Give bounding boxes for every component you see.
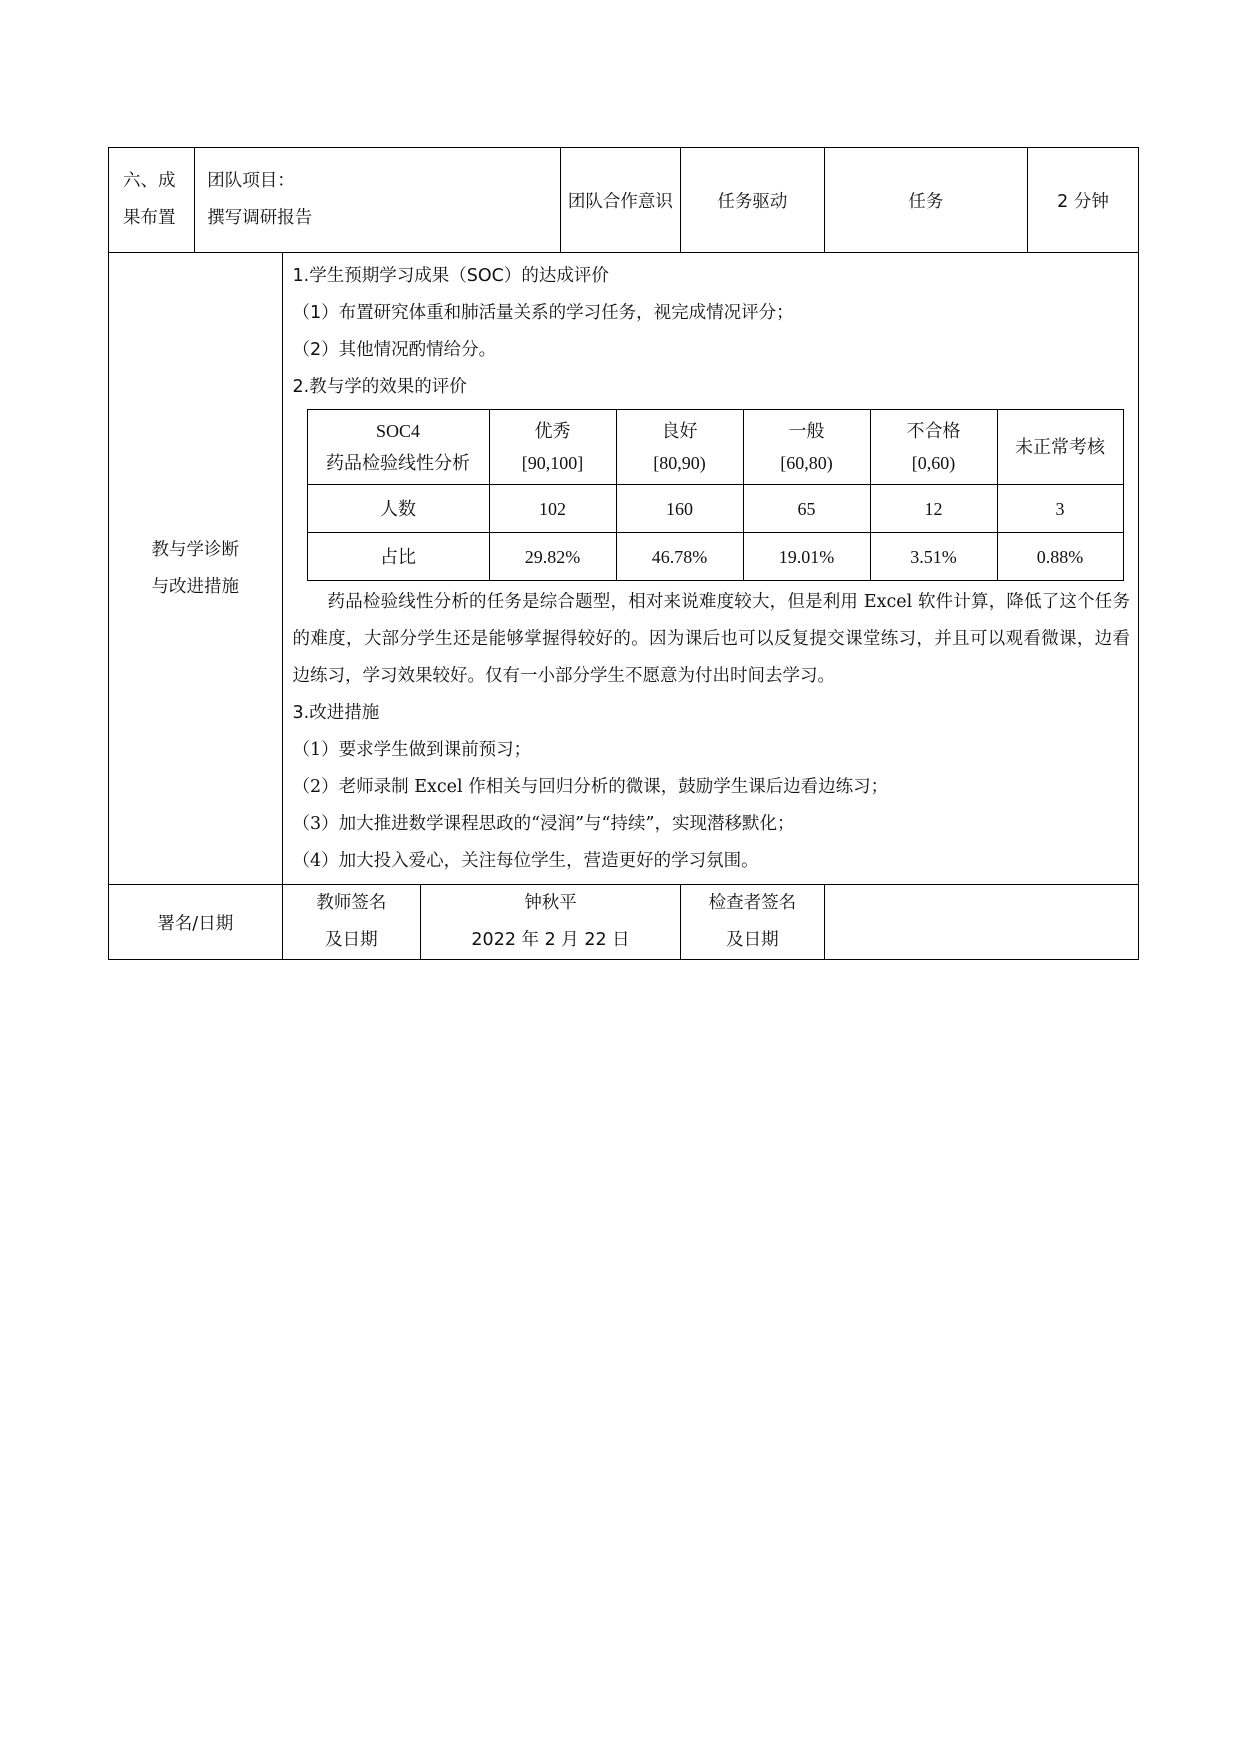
soc-header-absent	[997, 410, 1123, 485]
teacher-signature-label-line2: 及日期	[325, 930, 378, 950]
soc-header-good-label: 良好	[661, 421, 698, 441]
soc-count-absent: 3	[997, 485, 1123, 533]
diagnosis-body-cell	[282, 253, 1138, 885]
teacher-signature-label-line1: 教师签名	[316, 893, 387, 913]
lesson-plan-table	[108, 147, 1139, 960]
literacy-cell: 团队合作意识	[560, 148, 680, 253]
soc-count-average: 65	[743, 485, 870, 533]
soc-results-table	[307, 409, 1124, 581]
diagnosis-label-line1: 教与学诊断	[151, 539, 240, 560]
project-label-line2: 撰写调研报告	[207, 208, 313, 228]
diagnosis-label-line2: 与改进措施	[151, 576, 240, 597]
improvement-item-2: （2）老师录制 Excel 作相关与回归分析的微课，鼓励学生课后边看边练习；	[292, 777, 889, 797]
soc-header-first-line1: SOC4	[376, 421, 421, 441]
soc-ratio-absent: 0.88%	[997, 533, 1123, 581]
soc-header-first	[307, 410, 489, 485]
soc-header-excellent-label: 优秀	[534, 421, 571, 441]
improvement-item-1: （1）要求学生做到课前预习；	[292, 740, 532, 760]
soc-header-average	[743, 410, 870, 485]
signature-row	[109, 885, 1139, 960]
section-label-cell	[109, 148, 195, 253]
soc-header-average-range: [60,80)	[780, 453, 833, 473]
soc-header-first-line2: 药品检验线性分析	[326, 453, 471, 473]
teacher-name: 钟秋平	[524, 893, 577, 913]
soc-header-fail	[870, 410, 997, 485]
project-cell	[195, 148, 561, 253]
soc-header-excellent	[489, 410, 616, 485]
heading-effect-evaluation: 2.教与学的效果的评价	[292, 377, 467, 397]
heading-soc-evaluation: 1.学生预期学习成果（SOC）的达成评价	[292, 266, 609, 286]
heading-improvement: 3.改进措施	[292, 703, 380, 723]
method-cell: 任务驱动	[680, 148, 824, 253]
section-label-line2: 果布置	[123, 208, 176, 228]
teacher-signature-value-cell	[421, 885, 681, 960]
soc-count-label: 人数	[307, 485, 489, 533]
soc-header-good-range: [80,90)	[653, 453, 706, 473]
soc-ratio-good: 46.78%	[616, 533, 743, 581]
soc-ratio-label: 占比	[307, 533, 489, 581]
improvement-item-4: （4）加大投入爱心，关注每位学生，营造更好的学习氛围。	[292, 851, 759, 871]
checker-signature-value-cell	[824, 885, 1138, 960]
soc-ratio-average: 19.01%	[743, 533, 870, 581]
soc-header-excellent-range: [90,100]	[521, 453, 584, 473]
checker-signature-label-line1: 检查者签名	[708, 893, 797, 913]
checker-signature-label-cell	[680, 885, 824, 960]
soc-header-good	[616, 410, 743, 485]
soc-ratio-excellent: 29.82%	[489, 533, 616, 581]
soc-ratio-row	[307, 533, 1123, 581]
soc-header-fail-range: [0,60)	[911, 453, 956, 473]
teacher-sign-date: 2022 年 2 月 22 日	[471, 930, 630, 950]
soc-count-excellent: 102	[489, 485, 616, 533]
soc-count-good: 160	[616, 485, 743, 533]
improvement-item-3: （3）加大推进数学课程思政的“浸润”与“持续”，实现潜移默化；	[292, 814, 795, 834]
signature-label-cell: 署名/日期	[109, 885, 283, 960]
soc-header-average-label: 一般	[788, 421, 825, 441]
diagnosis-label-cell	[109, 253, 283, 885]
soc-header-fail-label: 不合格	[906, 421, 961, 441]
soc-ratio-fail: 3.51%	[870, 533, 997, 581]
soc-count-fail: 12	[870, 485, 997, 533]
effect-analysis-paragraph: 药品检验线性分析的任务是综合题型，相对来说难度较大，但是利用 Excel 软件计算，降低了这个任务的难度，大部分学生还是能够掌握得较好的。因为课后也可以反复提交课堂练习，并且可以观看微课，边看边练习，学习效果较好。仅有一小部分学生不愿意为付出时间去学习。	[292, 592, 1130, 686]
lesson-plan-sheet	[108, 147, 1139, 960]
soc-item-2: （2）其他情况酌情给分。	[292, 340, 497, 360]
project-label-line1: 团队项目：	[207, 171, 295, 191]
soc-header-row	[307, 410, 1123, 485]
form-cell: 任务	[824, 148, 1027, 253]
diagnosis-row	[109, 253, 1139, 885]
duration-cell: 2 分钟	[1028, 148, 1139, 253]
section-label-line1: 六、成	[123, 171, 176, 191]
checker-signature-label-line2: 及日期	[726, 930, 779, 950]
teacher-signature-label-cell	[282, 885, 421, 960]
section-row	[109, 148, 1139, 253]
soc-item-1: （1）布置研究体重和肺活量关系的学习任务，视完成情况评分；	[292, 303, 794, 323]
soc-header-absent-label: 未正常考核	[1015, 437, 1106, 457]
soc-count-row	[307, 485, 1123, 533]
